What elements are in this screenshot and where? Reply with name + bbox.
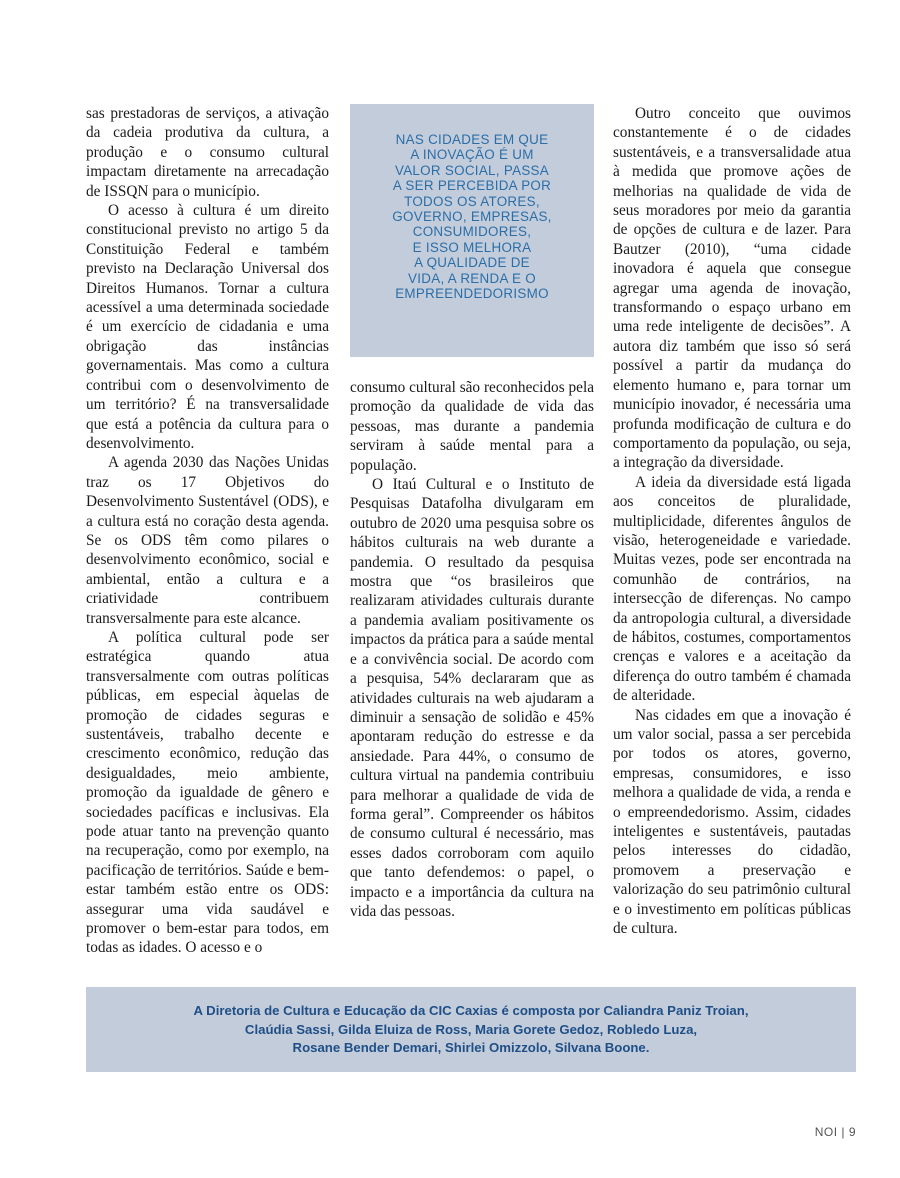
paragraph: O acesso à cultura é um direito constitucional previsto no artigo 5 da Constituição Federal e também previsto na Declaração Universal dos Direitos Humanos. Tornar a cultura acessível a uma determinada sociedade é um exercício de cidadania e uma obrigação das instâncias governamentais. Mas como a cultura contribui com o desenvolvimento de um território? É na transversalidade que está a potência da cultura para o desenvolvimento. <box>86 202 329 452</box>
article-column-1 <box>86 104 329 958</box>
paragraph: Outro conceito que ouvimos constantemente é o de cidades sustentáveis, e a transversalidade atua à medida que promove ações de melhorias na qualidade de vida de seus moradores por meio da garantia de opções de cultura e de lazer. Para Bautzer (2010), “uma cidade inovadora é aquela que consegue agregar uma agenda de inovação, transformando o espaço urbano em uma rede inteligente de decisões”. A autora diz também que isso só será possível a partir da mudança do elemento humano e, para tornar um município inovador, é necessária uma profunda modificação de cultura e do comportamento da população, ou seja, a integração da diversidade. <box>613 105 851 472</box>
paragraph: A ideia da diversidade está ligada aos conceitos de pluralidade, multiplicidade, diferentes ângulos de visão, heterogeneidade e variedade. Muitas vezes, pode ser encontrada na comunhão de contrários, na intersecção de diferenças. No campo da antropologia cultural, a diversidade de hábitos, costumes, comportamentos crenças e valores e a aceitação da diferença do outro também é chamada de alteridade. <box>613 473 851 705</box>
paragraph: O Itaú Cultural e o Instituto de Pesquisas Datafolha divulgaram em outubro de 2020 uma pesquisa sobre os hábitos culturais na web durante a pandemia. O resultado da pesquisa mostra que “os brasileiros que realizaram atividades culturais durante a pandemia avaliam positivamente os impactos da prática para a saúde mental e a convivência social. De acordo com a pesquisa, 54% declararam que as atividades culturais na web ajudaram a diminuir a sensação de solidão e 45% apontaram redução do estresse e da ansiedade. Para 44%, o consumo de cultura virtual na pandemia contribuiu para melhorar a qualidade de vida de forma geral”. Compreender os hábitos de consumo cultural é necessário, mas esses dados corroboram com aquilo que tanto defendemos: o papel, o impacto e a importância da cultura na vida das pessoas. <box>350 476 594 920</box>
pull-quote-line: EMPREENDEDORISMO <box>395 286 549 302</box>
paragraph: A política cultural pode ser estratégica quando atua transversalmente com outras políticas públicas, em especial àquelas de promoção de cidades seguras e sustentáveis, trabalho decente e crescimento econômico, redução das desigualdades, meio ambiente, promoção da igualdade de gênero e sociedades pacíficas e inclusivas. Ela pode atuar tanto na prevenção quanto na recuperação, como por exemplo, na pacificação de territórios. Saúde e bem-estar também estão entre os ODS: assegurar uma vida saudável e promover o bem-estar para todos, em todas as idades. O acesso e o <box>86 628 329 957</box>
credits-line: A Diretoria de Cultura e Educação da CIC Caxias é composta por Caliandra Paniz Troian, <box>193 1003 749 1018</box>
pull-quote-box <box>350 104 594 357</box>
credits-line: Rosane Bender Demari, Shirlei Omizzolo, Silvana Boone. <box>292 1040 650 1055</box>
article-column-3 <box>613 104 851 938</box>
credits-line: Claúdia Sassi, Gilda Eluiza de Ross, Maria Gorete Gedoz, Robledo Luza, <box>244 1021 698 1037</box>
paragraph: consumo cultural são reconhecidos pela promoção da qualidade de vida das pessoas, mas durante a pandemia serviram à saúde mental para a população. <box>350 379 594 474</box>
credits-box <box>86 987 856 1072</box>
pull-quote-line: E ISSO MELHORA <box>412 239 532 255</box>
paragraph: sas prestadoras de serviços, a ativação da cadeia produtiva da cultura, a produção e o consumo cultural impactam diretamente na arrecadação de ISSQN para o município. <box>86 105 329 200</box>
pull-quote-line: A QUALIDADE DE <box>414 255 530 271</box>
pull-quote-line: A INOVAÇÃO É UM <box>410 147 534 163</box>
pull-quote-line: CONSUMIDORES, <box>412 224 532 240</box>
pull-quote-line: NAS CIDADES EM QUE <box>395 132 549 147</box>
pull-quote-line: A SER PERCEBIDA POR <box>392 178 552 194</box>
pull-quote-line: VIDA, A RENDA E O <box>408 270 536 286</box>
pull-quote-line: VALOR SOCIAL, PASSA <box>394 162 550 178</box>
paragraph: Nas cidades em que a inovação é um valor social, passa a ser percebida por todos os atores, governo, empresas, consumidores, e isso melhora a qualidade de vida, a renda e o empreendedorismo. Assim, cidades inteligentes e sustentáveis, pautadas pelos interesses do cidadão, promovem a preservação e valorização do seu patrimônio cultural e o investimento em políticas públicas de cultura. <box>613 706 851 938</box>
paragraph: A agenda 2030 das Nações Unidas traz os 17 Objetivos do Desenvolvimento Sustentável (ODS), e a cultura está no coração desta agenda. Se os ODS têm como pilares o desenvolvimento econômico, social e ambiental, então a cultura e a criatividade contribuem transversalmente para este alcance. <box>86 454 329 627</box>
pull-quote-line: GOVERNO, EMPRESAS, <box>392 209 552 225</box>
page-number: NOI | 9 <box>814 1125 856 1139</box>
article-column-2 <box>350 378 594 921</box>
pull-quote-line: TODOS OS ATORES, <box>404 193 540 209</box>
